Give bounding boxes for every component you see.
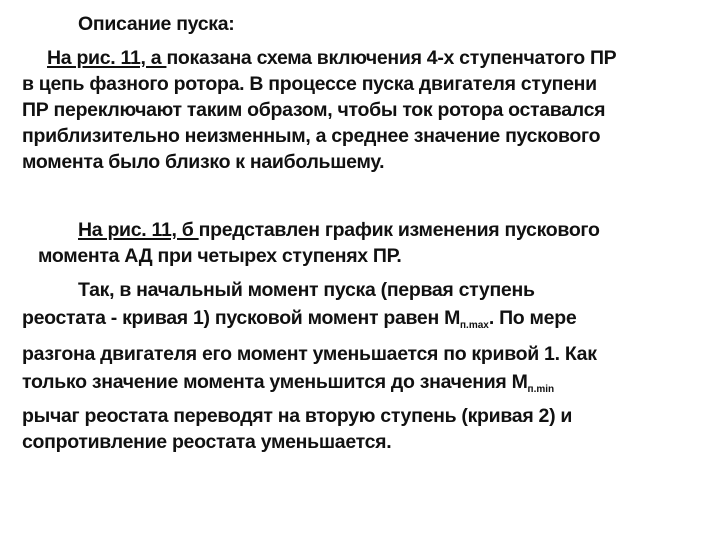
subscript-p-min: п.min: [527, 384, 555, 395]
paragraph-1-line-3: ПР переключают таким образом, чтобы ток ротора оставался: [22, 99, 606, 121]
paragraph-1-line-5: момента было близко к наибольшему.: [22, 151, 385, 173]
paragraph-1-text: показана схема включения 4-х ступенчатого ПР: [166, 47, 617, 69]
paragraph-2-text: представлен график изменения пускового: [198, 219, 600, 241]
heading: Описание пуска:: [78, 13, 235, 35]
subscript-p-max: п.max: [460, 320, 489, 331]
paragraph-1-line-4: приблизительно неизменным, а среднее значение пускового: [22, 125, 601, 147]
paragraph-3-line-3: разгона двигателя его момент уменьшается по кривой 1. Как: [22, 343, 597, 365]
paragraph-3-line-6: сопротивление реостата уменьшается.: [22, 431, 392, 453]
paragraph-2-line-1: [78, 218, 600, 242]
figure-reference-11b: На рис. 11, б: [78, 219, 199, 241]
paragraph-3-text-c: только значение момента уменьшится до значения М: [22, 371, 528, 393]
paragraph-3-line-4: [22, 370, 554, 398]
paragraph-1-line-1: [47, 46, 616, 70]
figure-reference-11a: На рис. 11, а: [47, 47, 167, 69]
paragraph-3-text-b: . По мере: [488, 307, 577, 329]
paragraph-1-line-2: в цепь фазного ротора. В процессе пуска двигателя ступени: [22, 73, 597, 95]
paragraph-2-line-2: момента АД при четырех ступенях ПР.: [38, 245, 402, 267]
paragraph-3-line-5: рычаг реостата переводят на вторую ступень (кривая 2) и: [22, 405, 573, 427]
paragraph-3-line-1: Так, в начальный момент пуска (первая ступень: [78, 279, 535, 301]
paragraph-3-text-a: реостата - кривая 1) пусковой момент равен М: [22, 307, 461, 329]
paragraph-3-line-2: [22, 306, 576, 334]
